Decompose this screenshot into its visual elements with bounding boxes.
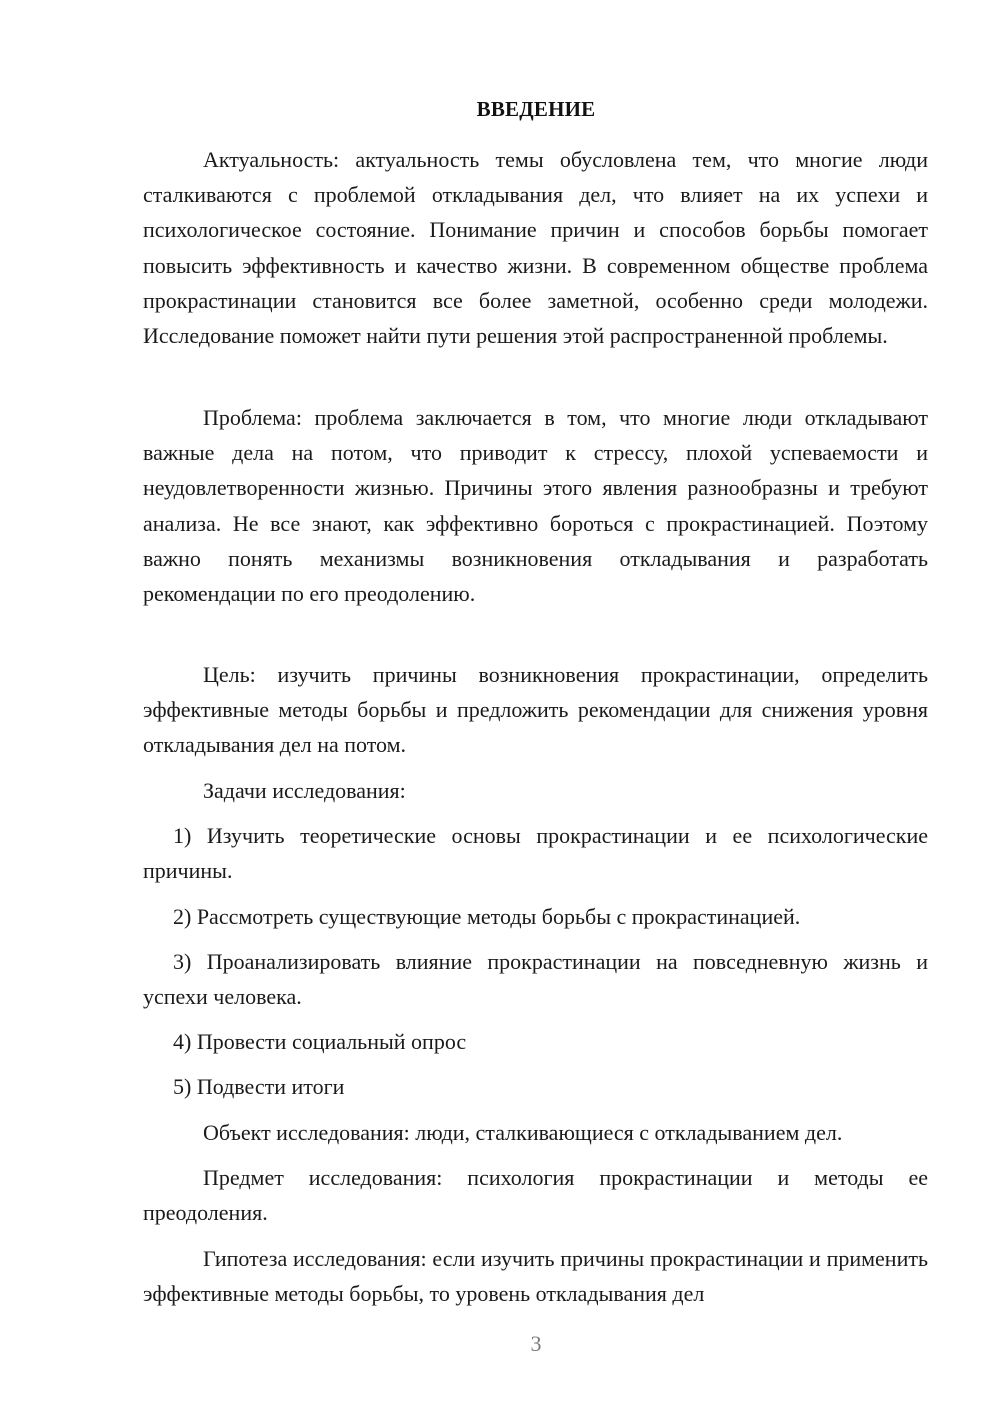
hypothesis-paragraph: Гипотеза исследования: если изучить причины прокрастинации и применить эффективные методы борьбы, то уровень откладывания дел	[143, 1246, 928, 1307]
page-number: 3	[530, 1331, 542, 1356]
object-paragraph: Объект исследования: люди, сталкивающиеся с откладыванием дел.	[203, 1120, 843, 1145]
task-item-3: 3) Проанализировать влияние прокрастинации на повседневную жизнь и успехи человека.	[143, 949, 928, 1010]
section-heading: ВВЕДЕНИЕ	[476, 97, 596, 121]
subject-paragraph: Предмет исследования: психология прокрастинации и методы ее преодоления.	[143, 1165, 928, 1226]
task-item-2: 2) Рассмотреть существующие методы борьбы с прокрастинацией.	[173, 904, 801, 929]
task-item-5: 5) Подвести итоги	[173, 1074, 345, 1099]
tasks-heading: Задачи исследования:	[203, 778, 406, 803]
task-item-1: 1) Изучить теоретические основы прокрастинации и ее психологические причины.	[143, 823, 928, 884]
problem-paragraph: Проблема: проблема заключается в том, что многие люди откладывают важные дела на потом, что приводит к стрессу, плохой успеваемости и неудовлетворенности жизнью. Причины этого явления разнообразны и требуют анализа. Не все знают, как эффективно бороться с прокрастинацией. Поэтому важно понять механизмы возникновения откладывания и разработать рекомендации по его преодолению.	[143, 405, 928, 607]
goal-paragraph: Цель: изучить причины возникновения прокрастинации, определить эффективные методы борьбы и предложить рекомендации для снижения уровня откладывания дел на потом.	[143, 662, 928, 758]
relevance-paragraph: Актуальность: актуальность темы обусловлена тем, что многие люди сталкиваются с проблемой откладывания дел, что влияет на их успехи и психологическое состояние. Понимание причин и способов борьбы помогает повысить эффективность и качество жизни. В современном обществе проблема прокрастинации становится все более заметной, особенно среди молодежи. Исследование поможет найти пути решения этой распространенной проблемы.	[143, 147, 928, 349]
task-item-4: 4) Провести социальный опрос	[173, 1029, 467, 1054]
